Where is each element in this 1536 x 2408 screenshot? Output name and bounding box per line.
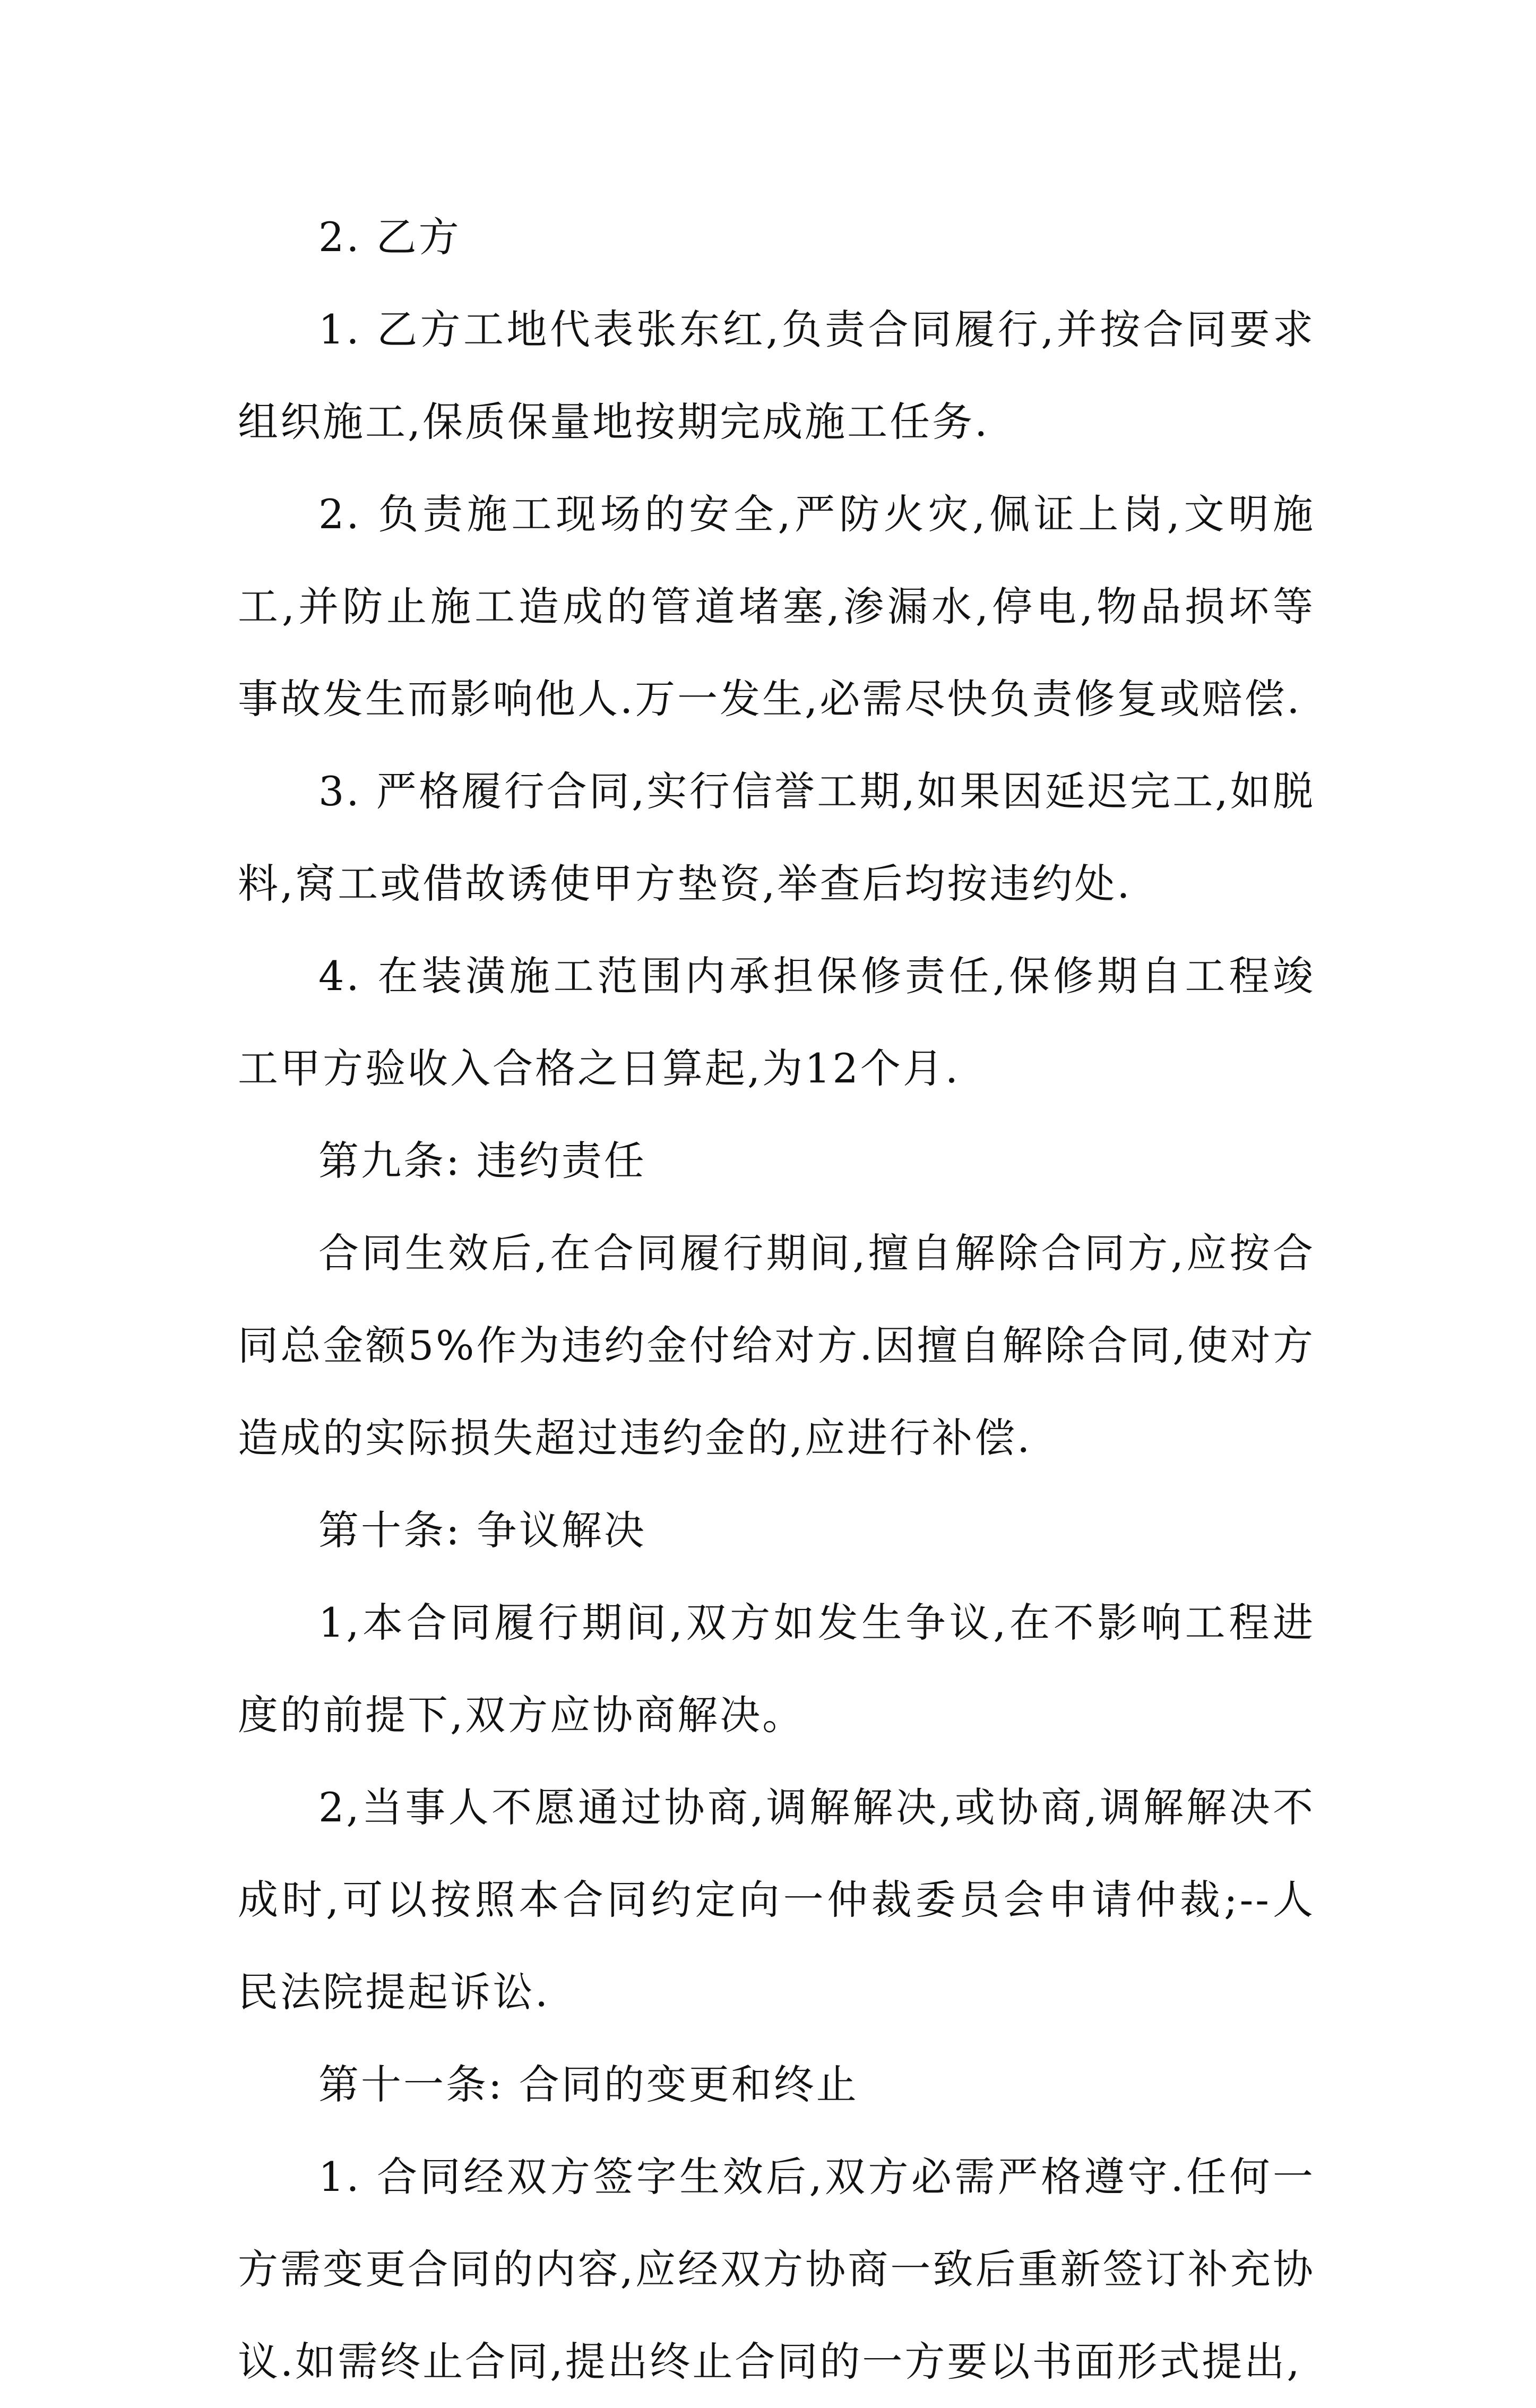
paragraph-party-b-item-4: 4. 在装潢施工范围内承担保修责任,保修期自工程竣工甲方验收入合格之日算起,为12个月.: [238, 952, 1315, 1092]
article-11-heading: 第十一条: 合同的变更和终止: [318, 2061, 859, 2108]
article-11-item-1: 1. 合同经双方签字生效后,双方必需严格遵守.任何一方需变更合同的内容,应经双方协商一致后重新签订补充协议.如需终止合同,提出终止合同的一方要以书面形式提出,: [238, 2153, 1315, 2385]
article-10-item-2: 2,当事人不愿通过协商,调解解决,或协商,调解解决不成时,可以按照本合同约定向一仲裁委员会申请仲裁;--人民法院提起诉讼.: [238, 1784, 1315, 2016]
paragraph-party-b-item-2: 2. 负责施工现场的安全,严防火灾,佩证上岗,文明施工,并防止施工造成的管道堵塞,渗漏水,停电,物品损坏等事故发生而影响他人.万一发生,必需尽快负责修复或赔偿.: [238, 491, 1315, 723]
document-body: [238, 191, 1315, 2408]
article-10-item-1: 1,本合同履行期间,双方如发生争议,在不影响工程进度的前提下,双方应协商解决。: [238, 1599, 1315, 1739]
article-9-heading: 第九条: 违约责任: [318, 1137, 646, 1184]
article-9-paragraph: 合同生效后,在合同履行期间,擅自解除合同方,应按合同总金额5%作为违约金付给对方.因擅自解除合同,使对方造成的实际损失超过违约金的,应进行补偿.: [238, 1229, 1315, 1461]
section-heading-party-b: 2. 乙方: [318, 213, 461, 261]
article-10-heading: 第十条: 争议解决: [318, 1507, 646, 1554]
paragraph-party-b-item-1: 1. 乙方工地代表张东红,负责合同履行,并按合同要求组织施工,保质保量地按期完成施工任务.: [238, 306, 1315, 445]
paragraph-party-b-item-3: 3. 严格履行合同,实行信誉工期,如果因延迟完工,如脱料,窝工或借故诱使甲方垫资,举查后均按违约处.: [238, 768, 1315, 907]
